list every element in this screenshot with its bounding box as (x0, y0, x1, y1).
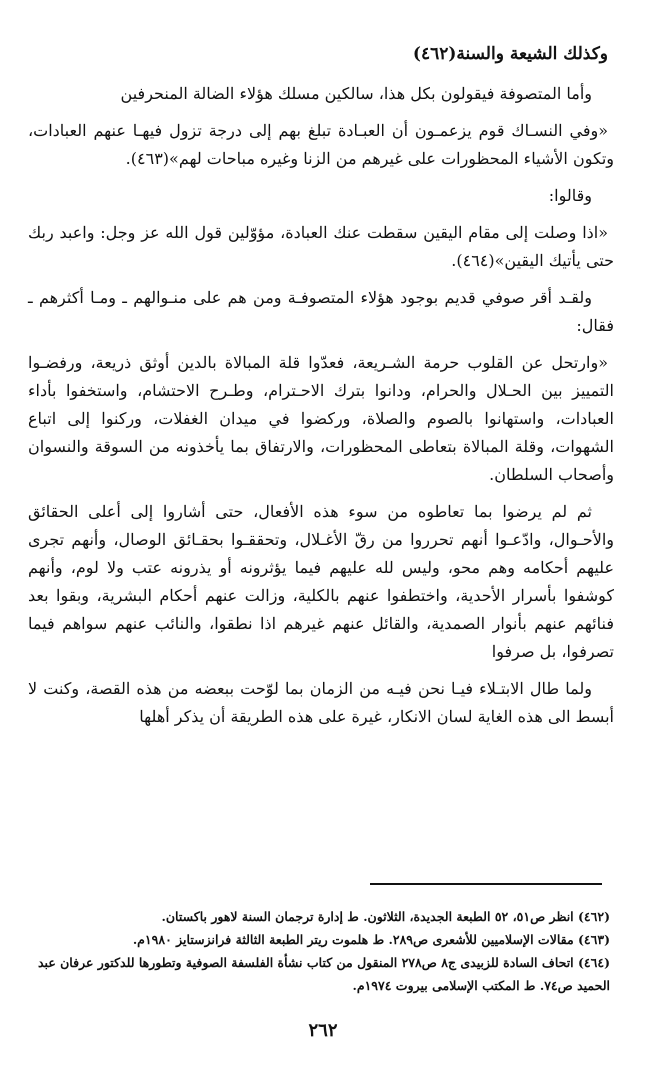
paragraph-claims: ثم لم يرضوا بما تعاطوه من سوء هذه الأفعال، حتى أشاروا إلى أعلى الحقائق والأحـوال، وادّعـوا أنهم تحرروا من رقّ الأغـلال، وتحققـوا بحقـائق الوصال، وأنهم تجرى عليهم أحكامه وهم محو، وليس لله عليهم فيما يؤثرونه أو يذرونه عتب ولا لوم، وأنهم كوشفوا بأسرار الأحدية، واختطفوا عنهم بالكلية، وزالت عنهم أحكام البشرية، وبقوا بعد فنائهم عنهم بأنوار الصمدية، والقائل عنهم غيرهم اذا نطقوا، والنائب عنهم سواهم فيما تصرفوا، بل صرفوا (28, 502, 615, 661)
page-number: ٢٦٢ (308, 1020, 338, 1041)
footnote-464: (٤٦٤) اتحاف السادة للزبيدى ج٨ ص٢٧٨ المنقول من كتاب نشأة الفلسفة الصوفية وتطورها للدكتور عرفان عبد الحميد ص٧٤. ط المكتب الإسلامى بيروت ١٩٧٤م. (37, 955, 610, 993)
footnotes (24, 905, 610, 997)
quote-nussak: «وفي النسـاك قوم يزعمـون أن العبـادة تبلغ بهم إلى درجة تزول فيهـا عنهم العبادات، وتكون الأشياء المحظورات على غيرهم من الزنا وغيره مباحات لهم»(٤٦٣). (28, 121, 614, 168)
footnote-462: (٤٦٢) انظر ص٥١، ٥٢ الطبعة الجديدة، الثلاثون. ط إدارة ترجمان السنة لاهور باكستان. (161, 909, 610, 924)
footnote-463: (٤٦٣) مقالات الإسلاميين للأشعرى ص٢٨٩. ط هلموت ريتر الطبعة الثالثة فرانزستايز ١٩٨٠م. (132, 932, 610, 947)
running-header: وكذلك الشيعة والسنة(٤٦٢) (412, 44, 608, 64)
paragraph-intro: وأما المتصوفة فيقولون بكل هذا، سالكين مسلك هؤلاء الضالة المنحرفين (120, 84, 592, 103)
paragraph-qalu: وقالوا: (548, 186, 592, 205)
footnote-divider (370, 883, 602, 885)
paragraph-ibtila: ولما طال الابتـلاء فيـا نحن فيـه من الزمان بما لوّحت ببعضه من هذه القصة، وكنت لا أبسط الى هذه الغاية لسان الانكار، غيرة على هذه الطريقة أن يذكر أهلها (28, 679, 614, 726)
quote-shariah: «وارتحل عن القلوب حرمة الشـريعة، فعدّوا قلة المبالاة بالدين أوثق ذريعة، ورفضـوا التمييز بين الحـلال والحرام، ودانوا بترك الاحـترام، وطـرح الاحتشام، واستخفوا بأداء العبادات، واستهانوا بالصوم والصلاة، وركضوا في ميدان الغفلات، وركنوا إلى اتباع الشهوات، وقلة المبالاة بتعاطى المحظورات، والارتفاق بما يأخذونه من السوقة والنسوان وأصحاب السلطان. (28, 353, 614, 484)
paragraph-sufi-admission: ولقـد أقر صوفي قديم بوجود هؤلاء المتصوفـة ومن هم على منـوالهم ـ ومـا أكثرهم ـ فقال: (28, 288, 614, 335)
body-text (28, 80, 614, 740)
quote-yaqin: «اذا وصلت إلى مقام اليقين سقطت عنك العبادة، مؤوّلين قول الله عز وجل: واعبد ربك حتى يأتيك اليقين»(٤٦٤). (28, 223, 614, 270)
